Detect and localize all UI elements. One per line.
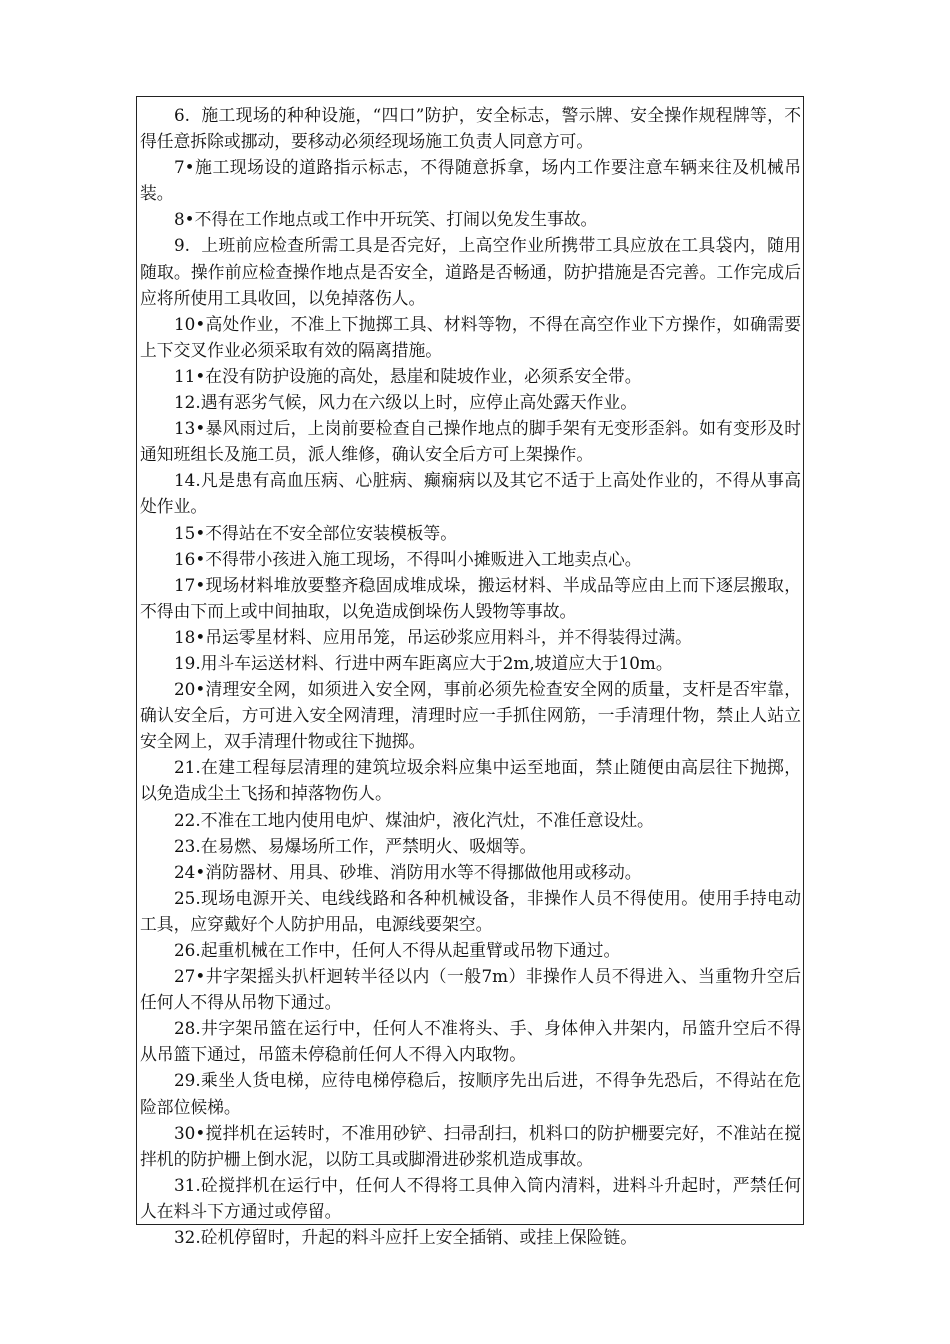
rule-item-17: 17•现场材料堆放要整齐稳固成堆成垛，搬运材料、半成品等应由上而下逐层搬取，不得由下而上或中间抽取，以免造成倒垛伤人毁物等事故。: [140, 574, 801, 621]
document-table-cell: [136, 96, 804, 1248]
rule-item-23: 23.在易燃、易爆场所工作，严禁明火、吸烟等。: [174, 835, 537, 856]
rule-item-29: 29.乘坐人货电梯，应待电梯停稳后，按顺序先出后进，不得争先恐后，不得站在危险部位候梯。: [140, 1070, 801, 1117]
rule-item-27: 27•井字架摇头扒杆迴转半径以内（一般7m）非操作人员不得进入、当重物升空后任何人不得从吊物下通过。: [140, 966, 801, 1013]
rule-item-28: 28.井字架吊篮在运行中，任何人不准将头、手、身体伸入井架内，吊篮升空后不得从吊篮下通过，吊篮未停稳前任何人不得入内取物。: [140, 1018, 801, 1065]
table-top-border: [136, 96, 804, 97]
rule-item-9: 9. 上班前应检查所需工具是否完好，上高空作业所携带工具应放在工具袋内，随用随取。操作前应检查操作地点是否安全，道路是否畅通，防护措施是否完善。工作完成后应将所使用工具收回，以免掉落伤人。: [140, 235, 801, 308]
rule-item-26: 26.起重机械在工作中，任何人不得从起重臂或吊物下通过。: [174, 940, 621, 960]
rule-item-24: 24•消防器材、用具、砂堆、消防用水等不得挪做他用或移动。: [174, 861, 642, 882]
rule-item-30: 30•搅拌机在运转时，不准用砂铲、扫帚刮扫，机料口的防护栅要完好，不准站在搅拌机的防护栅上倒水泥，以防工具或脚滑进砂浆机造成事故。: [140, 1122, 801, 1169]
rule-item-11: 11•在没有防护设施的高处，悬崖和陡坡作业，必须系安全带。: [174, 365, 642, 386]
rule-item-20: 20•清理安全网，如须进入安全网，事前必须先检查安全网的质量，支杆是否牢靠，确认安全后，方可进入安全网清理，清理时应一手抓住网筋，一手清理什物，禁止人站立安全网上，双手清理什物或往下抛掷。: [140, 679, 801, 752]
rule-item-6: 6. 施工现场的种种设施，“四口”防护，安全标志，警示牌、安全操作规程牌等，不得任意拆除或挪动，要移动必须经现场施工负责人同意方可。: [140, 105, 801, 152]
rule-item-19: 19.用斗车运送材料、行进中两车距离应大于2m,坡道应大于10m。: [174, 652, 673, 673]
rule-item-16: 16•不得带小孩进入施工现场，不得叫小摊贩进入工地卖点心。: [174, 548, 642, 569]
rule-item-14: 14.凡是患有高血压病、心脏病、癫痫病以及其它不适于上高处作业的，不得从事高处作业。: [140, 470, 801, 517]
rule-item-32: 32.砼机停留时，升起的料斗应扦上安全插销、或挂上保险链。: [174, 1227, 638, 1248]
rule-item-7: 7•施工现场设的道路指示标志，不得随意拆拿，场内工作要注意车辆来往及机械吊装。: [140, 157, 801, 204]
rule-item-15: 15•不得站在不安全部位安装模板等。: [174, 522, 457, 543]
rule-item-21: 21.在建工程每层清理的建筑垃圾余料应集中运至地面，禁止随便由高层往下抛掷，以免造成尘土飞扬和掉落物伤人。: [140, 757, 801, 804]
rule-item-25: 25.现场电源开关、电线线路和各种机械设备，非操作人员不得使用。使用手持电动工具，应穿戴好个人防护用品，电源线要架空。: [140, 887, 801, 934]
rule-item-8: 8•不得在工作地点或工作中开玩笑、打闹以免发生事故。: [174, 209, 598, 230]
rule-item-22: 22.不准在工地内使用电炉、煤油炉，液化汽灶，不准任意设灶。: [174, 809, 654, 830]
rule-item-10: 10•高处作业，不准上下抛掷工具、材料等物，不得在高空作业下方操作，如确需要上下交叉作业必须采取有效的隔离措施。: [140, 313, 801, 360]
safety-rules-list: [140, 102, 801, 1250]
rule-item-18: 18•吊运零星材料、应用吊笼，吊运砂浆应用料斗，并不得装得过满。: [174, 626, 692, 647]
rule-item-31: 31.砼搅拌机在运行中，任何人不得将工具伸入筒内清料，进料斗升起时，严禁任何人在料斗下方通过或停留。: [140, 1174, 801, 1221]
rule-item-12: 12.遇有恶劣气候，风力在六级以上时，应停止高处露天作业。: [174, 392, 638, 413]
rule-item-13: 13•暴风雨过后，上岗前要检查自己操作地点的脚手架有无变形歪斜。如有变形及时通知班组长及施工员，派人维修，确认安全后方可上架操作。: [140, 418, 801, 465]
